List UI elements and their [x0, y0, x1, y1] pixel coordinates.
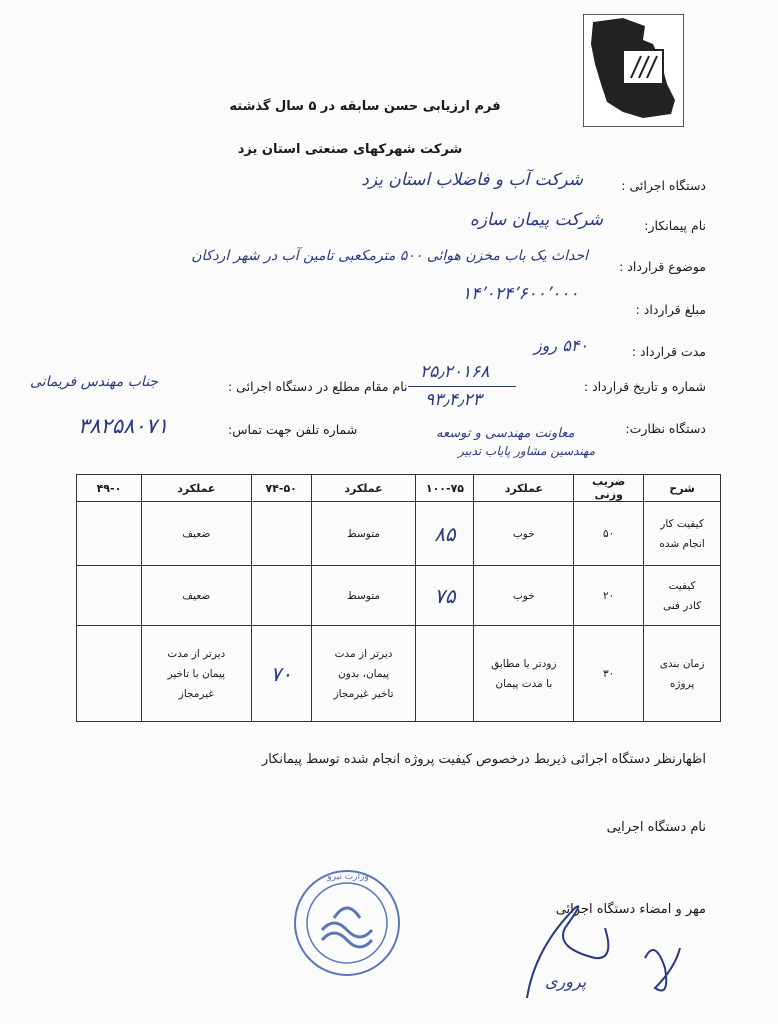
row-perf-good: [474, 626, 574, 722]
contractor-value: شرکت پیمان سازه: [469, 210, 603, 230]
seal-signature-label: مهر و امضاء دستگاه اجرائی: [555, 902, 706, 917]
row-desc-line: زمان بندی: [659, 657, 705, 670]
row-desc-line: کادر فنی: [662, 599, 702, 612]
supervision-value-2: مهندسین مشاور پایاب تدبیر: [458, 444, 596, 458]
row-desc-line: کیفیت: [668, 579, 696, 592]
company-name: شرکت شهرکهای صنعتی استان یزد: [237, 142, 463, 157]
supervision-label: دستگاه نظارت:: [625, 421, 706, 436]
phone-value: ۳۸۲۵۸۰۷۱: [78, 414, 169, 438]
row-perf-line: پیمان، بدون: [338, 667, 390, 680]
row-score-good: ۸۵: [416, 502, 474, 566]
header-perf-mid: عملکرد: [311, 475, 416, 502]
contract-number-date-label: شماره و تاریخ قرارداد :: [583, 379, 706, 394]
row-score-mid: [251, 566, 311, 626]
opinion-text: اظهارنظر دستگاه اجرائی ذیربط درخصوص کیفیت پروژه انجام شده توسط پیمانکار: [261, 752, 706, 767]
row-perf-weak: [141, 626, 251, 722]
row-perf-line: زودتر یا مطابق: [491, 657, 557, 670]
evaluation-table: [76, 474, 721, 722]
row-desc-line: انجام شده: [659, 537, 705, 550]
row-perf-weak: ضعیف: [141, 566, 251, 626]
row-perf-good: خوب: [474, 566, 574, 626]
row-score-weak: [77, 626, 142, 722]
official-label: نام مقام مطلع در دستگاه اجرائی :: [228, 379, 408, 394]
form-title: فرم ارزیابی حسن سابقه در ۵ سال گذشته: [229, 99, 501, 114]
agency-value: شرکت آب و فاضلاب استان یزد: [361, 170, 583, 190]
header-weight: ضریب وزنی: [574, 475, 644, 502]
signature-drawing: [505, 888, 705, 1008]
row-perf-line: دیرتر از مدت: [334, 647, 393, 660]
row-perf-line: غیرمجاز: [178, 687, 214, 700]
row-score-mid: [251, 502, 311, 566]
subject-value: احداث یک باب مخزن هوائی ۵۰۰ مترمکعبی تامین آب در شهر اردکان: [191, 248, 588, 264]
iran-map-logo-icon: [583, 14, 684, 127]
row-perf-mid: متوسط: [311, 502, 416, 566]
table-row: [77, 566, 721, 626]
amount-value: ۱۴٬۰۲۴٬۶۰۰٬۰۰۰: [462, 284, 579, 304]
agency-name-label: نام دستگاه اجرایی: [606, 820, 706, 835]
official-value: جناب مهندس فریمانی: [30, 374, 159, 390]
header-range-low: ۴۹-۰: [77, 475, 142, 502]
row-score-weak: [77, 566, 142, 626]
header-perf-good: عملکرد: [474, 475, 574, 502]
agency-label: دستگاه اجرائی :: [621, 178, 706, 193]
contractor-label: نام پیمانکار:: [644, 218, 706, 233]
supervision-value-1: معاونت مهندسی و توسعه: [436, 426, 575, 441]
contract-number-value: ۲۵٫۲۰۱۶۸: [420, 362, 490, 382]
seal-text: وزارت نیرو: [327, 872, 369, 882]
row-desc-line: پروژه: [669, 677, 695, 690]
row-perf-line: با مدت پیمان: [495, 677, 553, 690]
row-desc: [644, 502, 721, 566]
row-weight: ۲۰: [574, 566, 644, 626]
row-desc-line: کیفیت کار: [660, 517, 704, 530]
subject-label: موضوع قرارداد :: [619, 259, 706, 274]
signature-name: پروری: [545, 972, 587, 991]
table-header-row: [77, 475, 721, 502]
header-desc: شرح: [644, 475, 721, 502]
row-score-mid: ۷۰: [251, 626, 311, 722]
fraction-line: [408, 386, 516, 387]
row-weight: ۵۰: [574, 502, 644, 566]
logo: [583, 14, 684, 127]
row-desc: [644, 566, 721, 626]
official-seal-icon: [292, 868, 402, 978]
phone-label: شماره تلفن جهت تماس:: [228, 422, 358, 437]
row-perf-good: خوب: [474, 502, 574, 566]
table-row: [77, 626, 721, 722]
row-score-weak: [77, 502, 142, 566]
header-range-high: ۱۰۰-۷۵: [416, 475, 474, 502]
row-perf-line: پیمان با تاخیر: [167, 667, 226, 680]
row-perf-line: تاخیر غیرمجاز: [333, 687, 394, 700]
row-desc: [644, 626, 721, 722]
row-perf-line: دیرتر از مدت: [167, 647, 226, 660]
header-range-mid: ۷۴-۵۰: [251, 475, 311, 502]
contract-date-value: ۹۳٫۴٫۲۳: [425, 390, 482, 410]
duration-value: ۵۴۰ روز: [533, 336, 588, 355]
header-perf-weak: عملکرد: [141, 475, 251, 502]
row-perf-mid: [311, 626, 416, 722]
row-score-good: [416, 626, 474, 722]
amount-label: مبلغ قرارداد :: [635, 302, 706, 317]
row-perf-mid: متوسط: [311, 566, 416, 626]
row-perf-weak: ضعیف: [141, 502, 251, 566]
duration-label: مدت قرارداد :: [631, 344, 706, 359]
row-weight: ۳۰: [574, 626, 644, 722]
row-score-good: ۷۵: [416, 566, 474, 626]
table-row: [77, 502, 721, 566]
